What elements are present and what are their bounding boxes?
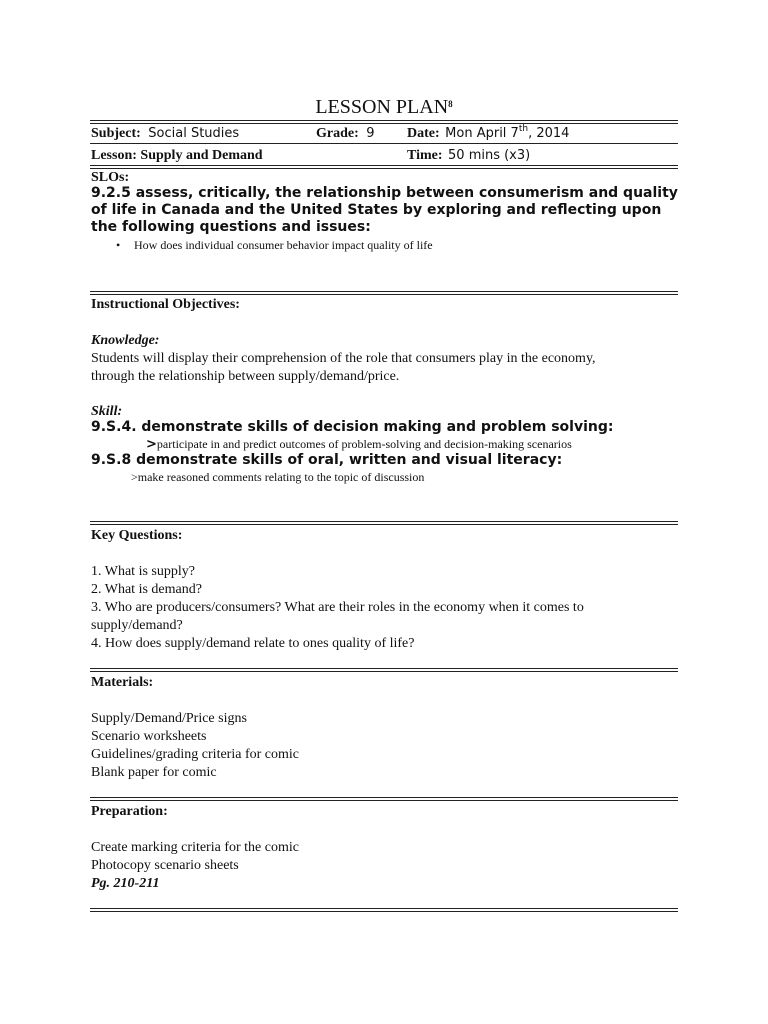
divider [90,120,678,124]
subject-field [91,125,239,143]
knowledge-label: Knowledge: [91,333,160,348]
divider [90,668,678,672]
skill-2: 9.S.8 demonstrate skills of oral, written and visual literacy: [91,452,563,468]
knowledge-text [91,350,596,386]
skill-label: Skill: [91,404,123,419]
page-title-superscript: 8 [448,99,453,109]
material-item: Blank paper for comic [91,765,217,780]
preparation-item: Photocopy scenario sheets [91,858,239,873]
skill-2-sub: >make reasoned comments relating to the topic of discussion [131,470,425,484]
page-reference: Pg. 210-211 [91,876,160,891]
lesson-label: Lesson: [91,148,137,163]
material-item: Guidelines/grading criteria for comic [91,747,299,762]
bullet-icon: • [116,238,121,252]
lesson-value: Supply and Demand [140,148,263,163]
preparation-item: Create marking criteria for the comic [91,840,299,855]
grade-field [316,125,375,143]
date-field [407,125,569,143]
knowledge-line: through the relationship between supply/demand/price. [91,369,400,384]
skill-1: 9.S.4. demonstrate skills of decision making and problem solving: [91,419,614,435]
material-item: Supply/Demand/Price signs [91,711,247,726]
date-label: Date: [407,126,440,141]
page-title [0,95,768,119]
slo-statement [91,185,678,236]
material-item: Scenario worksheets [91,729,207,744]
divider [90,143,678,144]
date-year: , 2014 [528,126,570,141]
materials-heading: Materials: [91,675,154,690]
divider [90,797,678,801]
key-questions-heading: Key Questions: [91,528,183,543]
slo-line: the following questions and issues: [91,219,371,235]
page-title-text: LESSON PLAN [315,96,449,118]
time-label: Time: [407,148,443,163]
grade-label: Grade: [316,126,359,141]
key-question: 1. What is supply? [91,564,195,579]
key-question: 2. What is demand? [91,582,202,597]
divider [90,165,678,169]
key-question: supply/demand? [91,618,183,633]
key-question: 3. Who are producers/consumers? What are their roles in the economy when it comes to [91,600,584,615]
slo-line: 9.2.5 assess, critically, the relationship between consumerism and quality [91,185,678,201]
preparation-list [91,839,299,893]
slo-bullet-text: How does individual consumer behavior impact quality of life [134,238,433,252]
key-question: 4. How does supply/demand relate to ones quality of life? [91,636,415,651]
date-suffix: th [518,124,529,134]
divider [90,291,678,295]
skill-1-sub-text: participate in and predict outcomes of problem-solving and decision-making scenarios [156,437,572,451]
divider [90,521,678,525]
materials-list [91,710,299,782]
subject-value: Social Studies [148,126,240,141]
objectives-heading: Instructional Objectives: [91,297,240,312]
divider [90,908,678,912]
lesson-field [91,147,263,165]
slos-heading: SLOs: [91,170,130,185]
time-field [407,147,530,165]
slo-line: of life in Canada and the United States by exploring and reflecting upon [91,202,662,218]
key-questions-list [91,563,584,653]
time-value: 50 mins (x3) [448,148,531,163]
skill-1-sub [146,436,572,453]
subject-label: Subject: [91,126,141,141]
date-value: Mon April 7 [445,126,519,141]
slo-bullet [116,238,433,253]
skill-1-marker: > [146,437,157,452]
knowledge-line: Students will display their comprehension of the role that consumers play in the economy, [91,351,596,366]
preparation-heading: Preparation: [91,804,168,819]
grade-value: 9 [366,126,375,141]
